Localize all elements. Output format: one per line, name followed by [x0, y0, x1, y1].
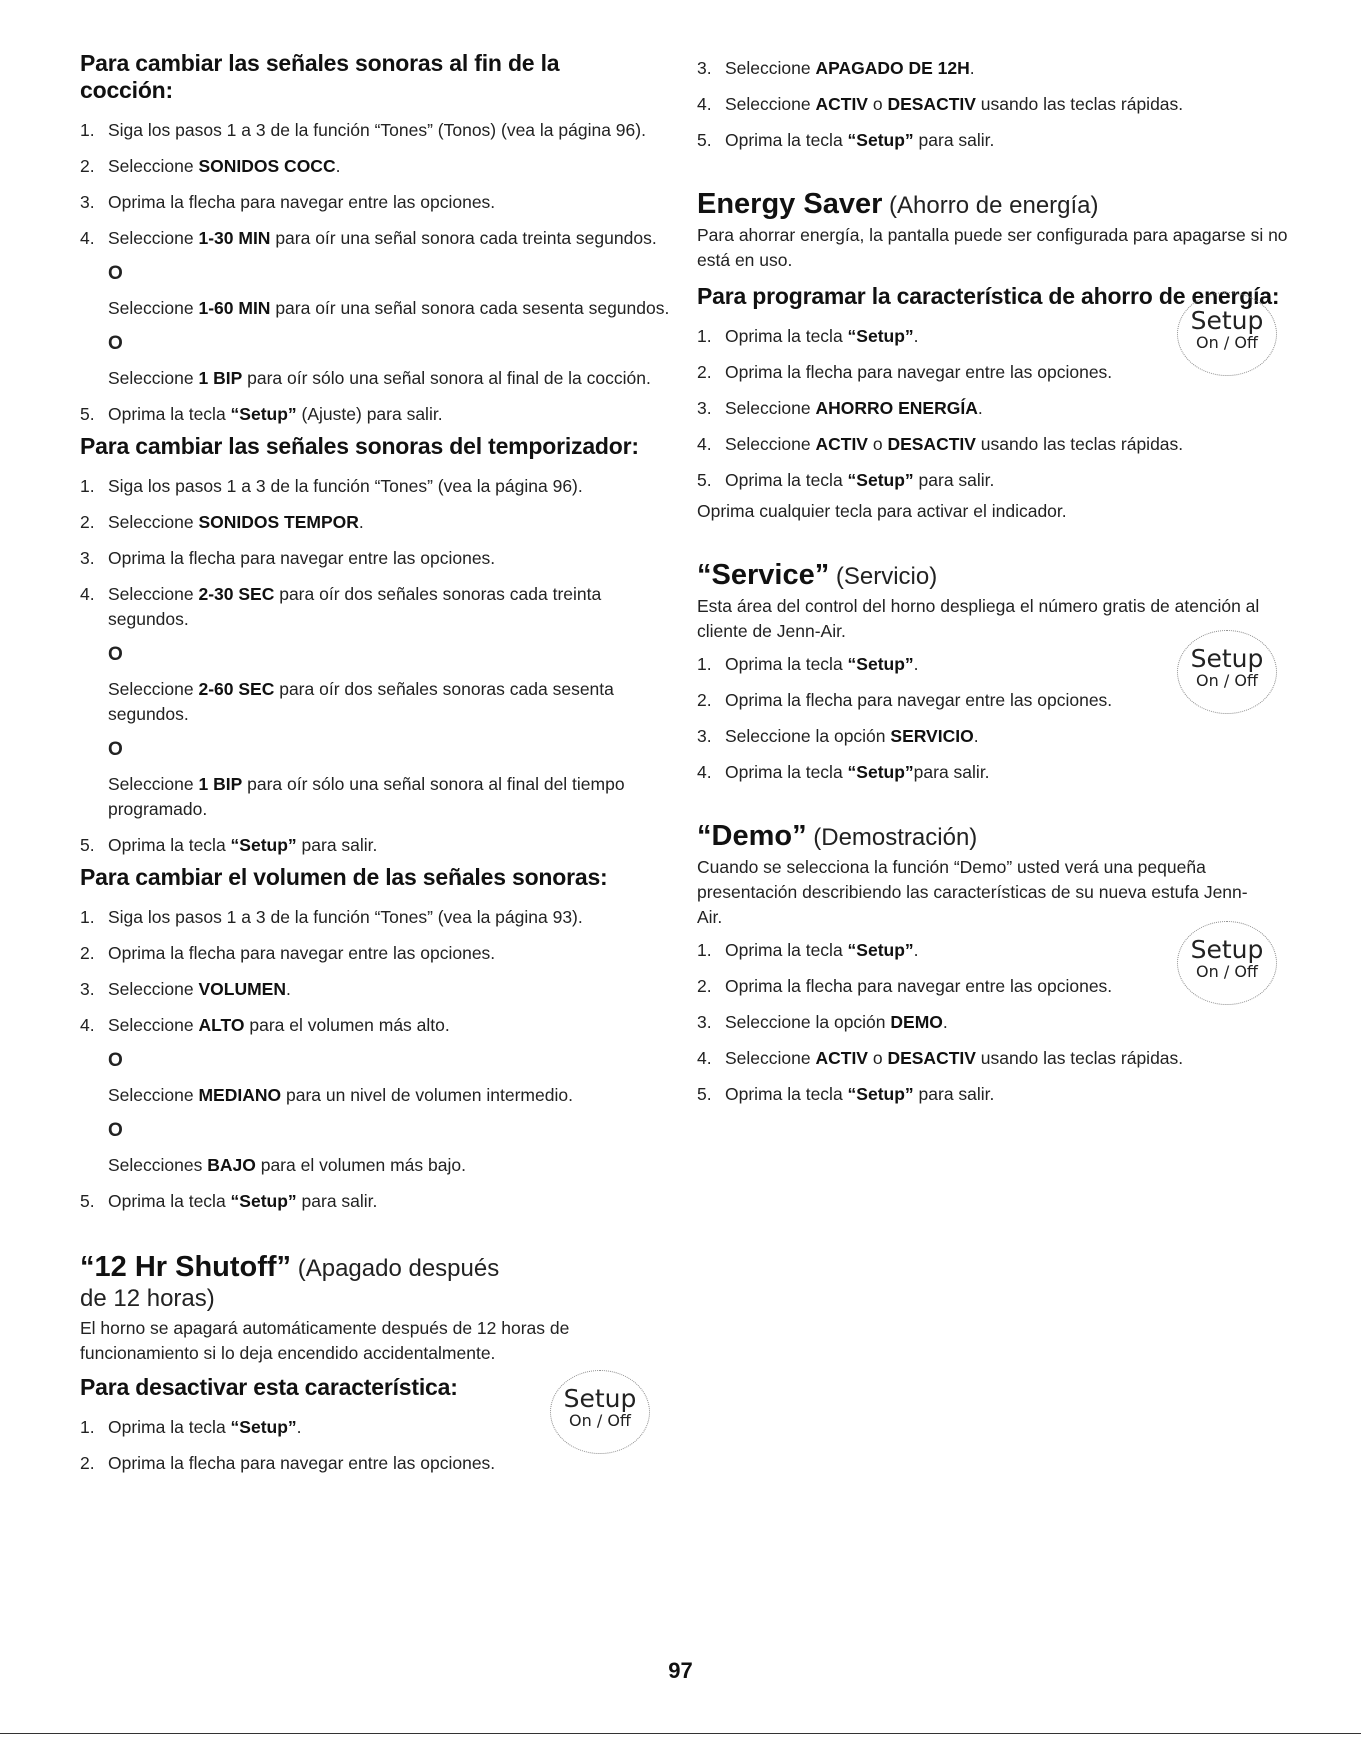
list-item: [80, 1451, 670, 1476]
list-item: 5. Oprima la tecla “Setup” para salir.: [80, 1189, 670, 1214]
option-name: 1-60 MIN: [198, 298, 271, 318]
option-name: 1 BIP: [198, 368, 243, 388]
step-number: 2.: [697, 362, 712, 382]
list-item: 4. Seleccione 2-30 SEC para oír dos señales sonoras cada treinta segundos.: [80, 584, 602, 629]
step-number: 4.: [697, 94, 712, 114]
energy-note: Oprima cualquier tecla para activar el indicador.: [697, 501, 1067, 521]
list-item: 5. Oprima la tecla “Setup” para salir.: [697, 1082, 1302, 1107]
option-name: DESACTIV: [887, 434, 976, 454]
section-description: Cuando se selecciona la función “Demo” usted verá una pequeña presentación describiendo las características de su nueva estufa Jenn-Air.: [697, 857, 1248, 927]
option-name: 2-30 SEC: [198, 584, 275, 604]
key-name: “Setup”: [847, 654, 914, 674]
step-number: 1.: [697, 326, 712, 346]
step-number: 2.: [697, 690, 712, 710]
left-column: [80, 50, 670, 1487]
step-number: 1.: [697, 654, 712, 674]
option-name: SONIDOS COCC: [198, 156, 336, 176]
option-name: 2-60 SEC: [198, 679, 275, 699]
list-item: 4. Seleccione 1-30 MIN para oír una señal sonora cada treinta segundos.: [80, 226, 670, 251]
timer-steps: [80, 474, 670, 632]
key-name: “Setup”: [847, 130, 914, 150]
step-number: 4.: [80, 584, 95, 604]
alternative-option: Seleccione 1 BIP para oír sólo una señal sonora al final del tiempo programado.: [108, 774, 625, 819]
step-number: 5.: [697, 130, 712, 150]
volume-steps-final: [80, 1189, 670, 1214]
step-text: Oprima la flecha para navegar entre las opciones.: [108, 192, 496, 212]
list-item: 4. Seleccione ACTIV o DESACTIV usando las teclas rápidas.: [697, 432, 1302, 457]
list-item: 4. Oprima la tecla “Setup”para salir.: [697, 760, 1302, 785]
key-name: “Setup”: [847, 470, 914, 490]
list-item: 1. Oprima la tecla “Setup”.: [697, 938, 1302, 963]
step-number: 3.: [697, 726, 712, 746]
list-item: 1. Oprima la tecla “Setup”.: [697, 652, 1302, 677]
end-of-cooking-steps-final: [80, 402, 670, 427]
alternative-option: Seleccione MEDIANO para un nivel de volumen intermedio.: [108, 1085, 573, 1105]
option-name: ACTIV: [815, 434, 868, 454]
section-description: Para ahorrar energía, la pantalla puede ser configurada para apagarse si no está en uso.: [697, 225, 1288, 270]
shutoff-section: [80, 1250, 670, 1476]
setup-key-icon: Setup On / Off: [1177, 921, 1277, 1005]
energy-saver-section: [697, 187, 1302, 524]
step-number: 5.: [80, 835, 95, 855]
option-name: 1-30 MIN: [198, 228, 271, 248]
key-name: “Setup”: [847, 326, 914, 346]
key-name: “Setup”: [230, 1191, 297, 1211]
step-text: Oprima la flecha para navegar entre las opciones.: [725, 362, 1113, 382]
volume-steps: [80, 905, 670, 1038]
step-number: 2.: [697, 976, 712, 996]
or-separator: O: [108, 263, 123, 284]
or-separator: O: [108, 644, 123, 665]
step-text: Oprima la flecha para navegar entre las opciones.: [725, 976, 1113, 996]
section-title: “12 Hr Shutoff”: [80, 1251, 292, 1283]
step-text: Siga los pasos 1 a 3 de la función “Tones” (Tonos) (vea la página 96).: [108, 120, 646, 140]
key-name: “Setup”: [847, 1084, 914, 1104]
list-item: 4. Seleccione ALTO para el volumen más alto.: [80, 1013, 670, 1038]
step-number: 2.: [80, 1453, 95, 1473]
page-number: 97: [668, 1658, 693, 1683]
or-separator: O: [108, 739, 123, 760]
setup-key-icon: Setup On / Off: [550, 1370, 650, 1454]
option-name: DESACTIV: [887, 1048, 976, 1068]
section-subtitle: (Servicio): [829, 563, 938, 590]
key-name: “Setup”: [230, 835, 297, 855]
option-name: AHORRO ENERGÍA: [815, 398, 978, 418]
or-separator: O: [108, 333, 123, 354]
step-text: Oprima la flecha para navegar entre las opciones.: [108, 1453, 496, 1473]
list-item: 3. Seleccione la opción SERVICIO.: [697, 724, 1302, 749]
list-item: 5. Oprima la tecla “Setup” para salir.: [697, 128, 1302, 153]
option-name: BAJO: [207, 1155, 256, 1175]
page-bottom-rule: [0, 1733, 1361, 1734]
option-name: 1 BIP: [198, 774, 243, 794]
section-subtitle: (Apagado después: [291, 1255, 500, 1282]
step-number: 3.: [697, 398, 712, 418]
section-title: “Demo”: [697, 820, 807, 852]
or-separator: O: [108, 1120, 123, 1141]
option-name: SONIDOS TEMPOR: [198, 512, 359, 532]
alternative-option: Seleccione 1-60 MIN para oír una señal sonora cada sesenta segundos.: [108, 298, 670, 318]
step-text: Oprima la flecha para navegar entre las opciones.: [108, 943, 496, 963]
step-number: 1.: [80, 476, 95, 496]
step-number: 1.: [697, 940, 712, 960]
energy-saver-title: [697, 187, 1302, 221]
setup-key-icon: Setup On / Off: [1177, 292, 1277, 376]
step-number: 3.: [697, 58, 712, 78]
step-number: 1.: [80, 1417, 95, 1437]
option-name: DESACTIV: [887, 94, 976, 114]
step-text: Oprima la flecha para navegar entre las opciones.: [108, 548, 496, 568]
list-item: 5. Oprima la tecla “Setup” para salir.: [697, 468, 1302, 493]
section-subtitle: (Ahorro de energía): [882, 192, 1099, 219]
option-name: DEMO: [890, 1012, 943, 1032]
list-item: 4. Seleccione ACTIV o DESACTIV usando las teclas rápidas.: [697, 92, 1302, 117]
list-item: 4. Seleccione ACTIV o DESACTIV usando las teclas rápidas.: [697, 1046, 1302, 1071]
option-name: VOLUMEN: [198, 979, 286, 999]
step-number: 4.: [697, 434, 712, 454]
or-separator: O: [108, 1050, 123, 1071]
step-number: 2.: [80, 512, 95, 532]
step-number: 4.: [697, 1048, 712, 1068]
shutoff-steps-continued: [697, 56, 1302, 153]
step-number: 2.: [80, 943, 95, 963]
list-item: 5. Oprima la tecla “Setup” para salir.: [80, 833, 670, 858]
key-name: “Setup”: [230, 1417, 297, 1437]
heading-timer-tones: Para cambiar las señales sonoras del temporizador:: [80, 433, 639, 459]
list-item: 5. Oprima la tecla “Setup” (Ajuste) para salir.: [80, 402, 670, 427]
section-subtitle: (Demostración): [806, 824, 978, 851]
list-item: [80, 118, 670, 143]
list-item: 1. Oprima la tecla “Setup”.: [697, 324, 1302, 349]
alternative-option: Seleccione 1 BIP para oír sólo una señal sonora al final de la cocción.: [108, 368, 651, 388]
step-number: 4.: [697, 762, 712, 782]
option-name: ACTIV: [815, 94, 868, 114]
alternative-option: Seleccione 2-60 SEC para oír dos señales sonoras cada sesenta segundos.: [108, 679, 614, 724]
list-item: [80, 474, 670, 499]
list-item: [80, 546, 670, 571]
step-number: 5.: [697, 1084, 712, 1104]
section-title: Energy Saver: [697, 188, 883, 220]
service-section: [697, 558, 1302, 785]
step-number: 4.: [80, 1015, 95, 1035]
section-title: “Service”: [697, 559, 830, 591]
step-number: 3.: [697, 1012, 712, 1032]
list-item: 3. Seleccione VOLUMEN.: [80, 977, 670, 1002]
list-item: 1. Oprima la tecla “Setup”.: [80, 1415, 670, 1440]
step-text: Oprima la flecha para navegar entre las opciones.: [725, 690, 1113, 710]
list-item: 3. Seleccione AHORRO ENERGÍA.: [697, 396, 1302, 421]
demo-section: [697, 819, 1302, 1107]
step-text: Siga los pasos 1 a 3 de la función “Tones” (vea la página 96).: [108, 476, 583, 496]
alternative-option: Selecciones BAJO para el volumen más bajo.: [108, 1155, 466, 1175]
right-column: [697, 56, 1302, 1118]
step-number: 1.: [80, 907, 95, 927]
list-item: [80, 905, 670, 930]
key-name: “Setup”: [230, 404, 297, 424]
heading-program-energy-saver: Para programar la característica de ahorro de energía:: [697, 283, 1280, 309]
list-item: [80, 941, 670, 966]
step-number: 5.: [697, 470, 712, 490]
demo-title: [697, 819, 1302, 853]
key-name: “Setup”: [847, 762, 914, 782]
list-item: 3. Seleccione la opción DEMO.: [697, 1010, 1302, 1035]
step-text: Siga los pasos 1 a 3 de la función “Tones” (vea la página 93).: [108, 907, 583, 927]
step-number: 5.: [80, 1191, 95, 1211]
shutoff-title: [80, 1250, 670, 1284]
section-description: El horno se apagará automáticamente después de 12 horas de funcionamiento si lo deja encendido accidentalmente.: [80, 1318, 570, 1363]
heading-volume: Para cambiar el volumen de las señales sonoras:: [80, 864, 608, 890]
section-description: Esta área del control del horno despliega el número gratis de atención al cliente de Jenn-Air.: [697, 596, 1260, 641]
list-item: 2. Seleccione SONIDOS COCC.: [80, 154, 670, 179]
step-number: 3.: [80, 192, 95, 212]
step-number: 3.: [80, 979, 95, 999]
step-number: 3.: [80, 548, 95, 568]
step-number: 1.: [80, 120, 95, 140]
heading-deactivate: Para desactivar esta característica:: [80, 1374, 458, 1400]
option-name: SERVICIO: [890, 726, 974, 746]
section-subtitle-line2: de 12 horas): [80, 1285, 215, 1312]
step-number: 2.: [80, 156, 95, 176]
option-name: MEDIANO: [198, 1085, 282, 1105]
option-name: ALTO: [198, 1015, 245, 1035]
setup-key-icon: Setup On / Off: [1177, 630, 1277, 714]
timer-steps-final: [80, 833, 670, 858]
key-name: “Setup”: [847, 940, 914, 960]
step-number: 4.: [80, 228, 95, 248]
option-name: APAGADO DE 12H: [815, 58, 970, 78]
step-number: 5.: [80, 404, 95, 424]
list-item: 3. Seleccione APAGADO DE 12H.: [697, 56, 1302, 81]
list-item: [80, 190, 670, 215]
list-item: 2. Seleccione SONIDOS TEMPOR.: [80, 510, 670, 535]
end-of-cooking-steps: [80, 118, 670, 251]
service-title: [697, 558, 1302, 592]
heading-end-of-cooking-tones: Para cambiar las señales sonoras al fin de la cocción:: [80, 50, 560, 103]
option-name: ACTIV: [815, 1048, 868, 1068]
